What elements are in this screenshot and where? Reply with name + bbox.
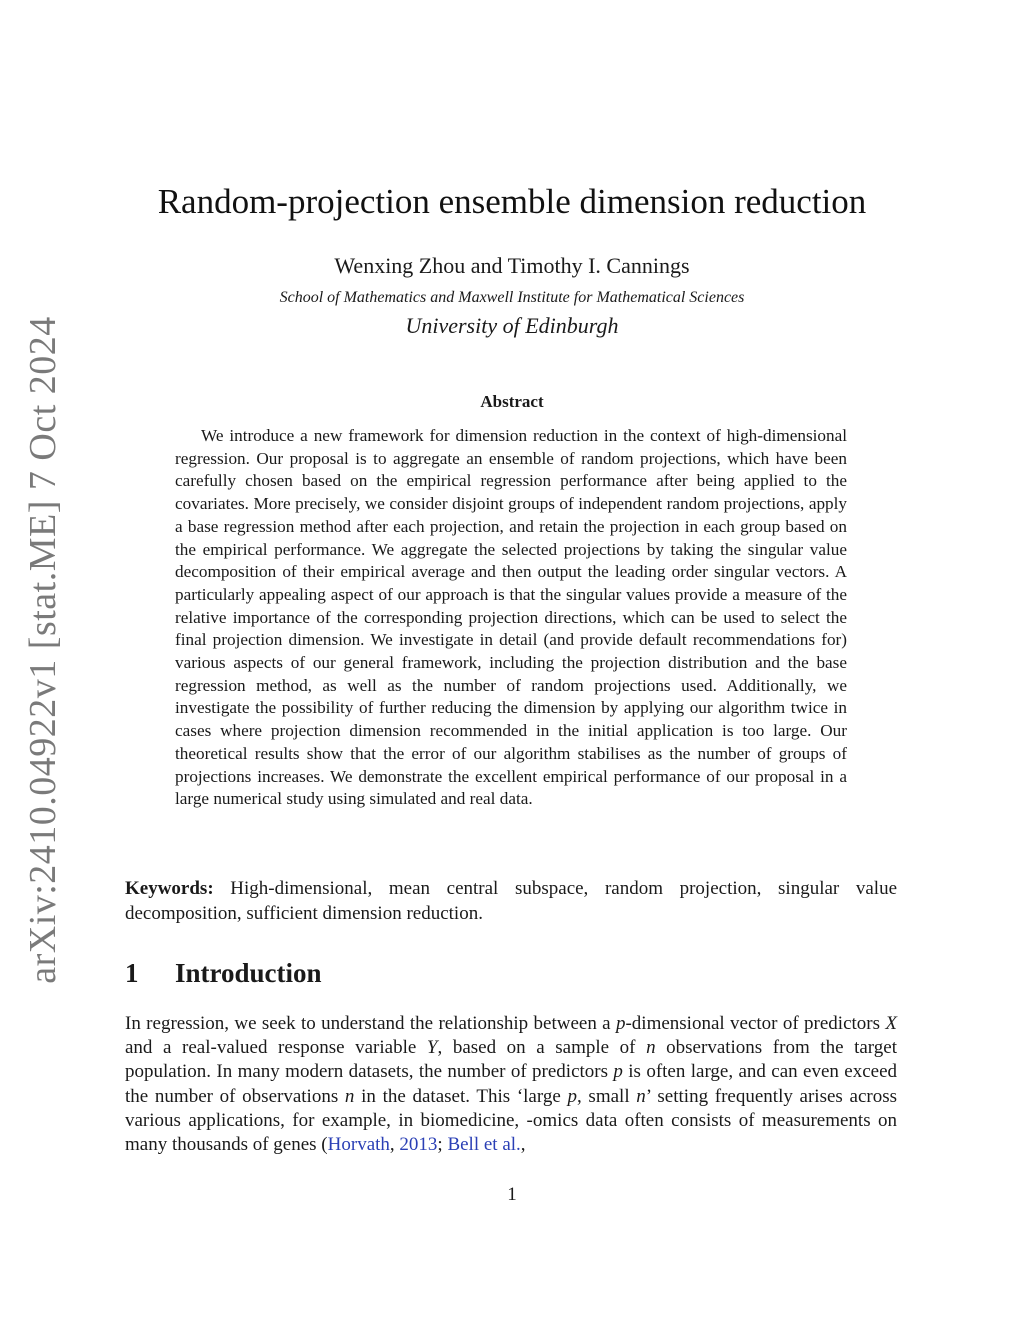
section-number: 1 (125, 958, 139, 988)
math-variable: n (636, 1085, 646, 1107)
intro-text: ; (437, 1134, 448, 1156)
affiliation-university: University of Edinburgh (405, 313, 619, 338)
intro-text: , small (576, 1085, 637, 1107)
math-variable: n (646, 1037, 656, 1059)
citation-link-horvath-year[interactable]: 2013 (399, 1134, 438, 1156)
intro-text: , based on a sample of (437, 1037, 647, 1059)
keywords-label: Keywords: (125, 878, 214, 899)
keywords-text: High-dimensional, mean central subspace, random projection, singular value decomposition, sufficient dimension reduction. (125, 878, 898, 924)
math-variable: n (344, 1085, 355, 1107)
section-heading-introduction (125, 958, 322, 989)
math-variable: p (567, 1085, 577, 1107)
math-variable: p (613, 1061, 623, 1083)
math-variable: X (885, 1013, 897, 1034)
paper-title: Random-projection ensemble dimension reduction (157, 182, 867, 221)
intro-text: and a real-valued response variable (125, 1037, 427, 1059)
intro-text: ’ setting frequently arises across various applications, for example, in biomedicine, -omics data often consists of measurements on many thousands of genes ( (125, 1085, 897, 1156)
intro-text: In regression, we seek to understand the relationship between a (125, 1013, 616, 1034)
citation-link-horvath[interactable]: Horvath (327, 1134, 390, 1156)
affiliation-institute: School of Mathematics and Maxwell Institute for Mathematical Sciences (279, 289, 745, 306)
intro-text: observations from the target population. In many modern datasets, the number of predictors (125, 1037, 898, 1083)
intro-text: -dimensional vector of predictors (625, 1013, 886, 1034)
math-variable: p (615, 1013, 626, 1034)
intro-text: in the dataset. This ‘large (354, 1085, 568, 1107)
introduction-paragraph (125, 1012, 897, 1157)
abstract-heading: Abstract (480, 392, 544, 411)
citation-link-bell[interactable]: Bell et al. (447, 1134, 521, 1156)
intro-text: , (520, 1134, 526, 1156)
intro-text: , (389, 1134, 400, 1156)
paper-authors: Wenxing Zhou and Timothy I. Cannings (334, 253, 690, 278)
intro-text: is often large, and can even exceed the number of observations (125, 1061, 897, 1107)
math-variable: Y (426, 1037, 438, 1059)
abstract-text: We introduce a new framework for dimension reduction in the context of high-dimensional regression. Our proposal is to aggregate an ensemble of random projections, which have been carefully chosen based on the empirical regression performance after being applied to the covariates. More precisely, we consider disjoint groups of independent random projections, apply a base regression method after each projection, and retain the projection in each group based on the empirical performance. We aggregate the selected projections by taking the singular value decomposition of their empirical average and then output the leading order singular vectors. A particularly appealing aspect of our approach is that the singular values provide a measure of the relative importance of the corresponding projection directions, which can be used to select the final projection dimension. We investigate in detail (and provide default recommendations for) various aspects of our general framework, including the projection distribution and the base regression method, as well as the number of random projections used. Additionally, we investigate the possibility of further reducing the dimension by applying our algorithm twice in cases where projection dimension recommended in the initial application is too large. Our theoretical results show that the error of our algorithm stabilises as the number of groups of projections increases. We demonstrate the excellent empirical performance of our proposal in a large numerical study using simulated and real data. (175, 426, 847, 809)
arxiv-identifier: arXiv:2410.04922v1 [stat.ME] 7 Oct 2024 (22, 316, 64, 984)
section-title: Introduction (175, 958, 322, 988)
keywords-paragraph (125, 876, 897, 926)
page-number: 1 (507, 1184, 517, 1205)
